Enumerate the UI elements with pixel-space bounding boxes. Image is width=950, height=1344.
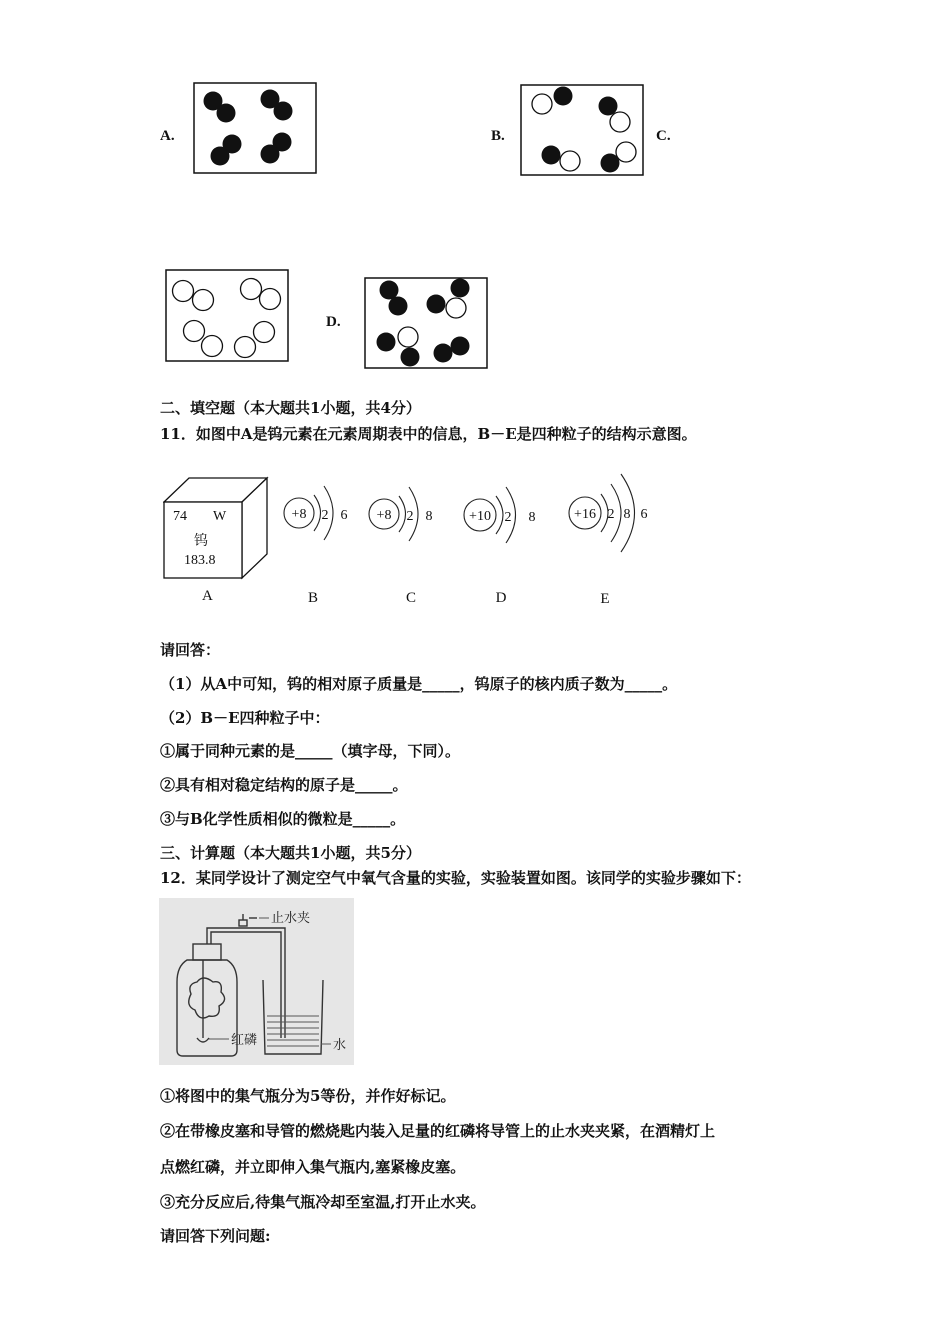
water-label: 水 bbox=[333, 1037, 347, 1052]
particle-d-shell-2: 8 bbox=[528, 510, 536, 525]
particle-b-nucleus: +8 bbox=[291, 507, 307, 522]
option-b-diagram bbox=[520, 84, 645, 177]
sub-question-2: （2）B－E四种粒子中： bbox=[160, 709, 330, 727]
particle-e-shell-3: 6 bbox=[640, 507, 648, 522]
particle-b-shell-2: 6 bbox=[340, 508, 348, 523]
option-d-label: D. bbox=[326, 314, 341, 330]
particle-c-shell-1: 2 bbox=[406, 509, 414, 524]
question-12-stem: 12．某同学设计了测定空气中氧气含量的实验，实验装置如图。该同学的实验步骤如下： bbox=[160, 869, 751, 887]
particle-e-label: E bbox=[600, 591, 610, 607]
particle-diagrams bbox=[278, 462, 668, 612]
option-b-label: B. bbox=[491, 128, 505, 144]
element-card-cube bbox=[163, 476, 269, 580]
particle-c-shell-2: 8 bbox=[425, 509, 433, 524]
option-c-diagram bbox=[165, 269, 290, 363]
option-d-diagram bbox=[364, 277, 489, 370]
section-3-heading: 三、计算题（本大题共1小题，共5分） bbox=[160, 844, 421, 862]
particle-e-shell-1: 2 bbox=[607, 507, 615, 522]
final-prompt: 请回答下列问题: bbox=[160, 1227, 271, 1245]
element-number: 74 bbox=[173, 509, 187, 524]
question-11-stem: 11．如图中A是钨元素在元素周期表中的信息，B－E是四种粒子的结构示意图。 bbox=[160, 425, 697, 443]
particle-d-label: D bbox=[495, 590, 507, 606]
particle-b-shell-1: 2 bbox=[321, 508, 329, 523]
phosphorus-label: 红磷 bbox=[231, 1032, 258, 1047]
particle-b-label: B bbox=[307, 590, 319, 606]
option-a-label: A. bbox=[160, 128, 175, 144]
element-mass: 183.8 bbox=[184, 553, 216, 568]
element-symbol: W bbox=[213, 509, 227, 524]
sub-question-1: （1）从A中可知，钨的相对原子质量是_____，钨原子的核内质子数为_____。 bbox=[160, 675, 678, 693]
particle-d-nucleus: +10 bbox=[469, 509, 491, 524]
sub-question-2-3: ③与B化学性质相似的微粒是_____。 bbox=[160, 810, 406, 828]
element-card-label: A bbox=[202, 588, 213, 604]
element-name: 钨 bbox=[194, 533, 208, 549]
sub-question-2-1: ①属于同种元素的是_____（填字母，下同）。 bbox=[160, 742, 461, 760]
apparatus-diagram bbox=[159, 898, 354, 1065]
step-3: ③充分反应后,待集气瓶冷却至室温,打开止水夹。 bbox=[160, 1193, 486, 1211]
clamp-label: 止水夹 bbox=[271, 910, 311, 925]
option-a-diagram bbox=[193, 82, 318, 175]
section-2-heading: 二、填空题（本大题共1小题，共4分） bbox=[160, 399, 421, 417]
step-1: ①将图中的集气瓶分为5等份，并作好标记。 bbox=[160, 1087, 456, 1105]
particle-d-shell-1: 2 bbox=[504, 510, 512, 525]
particle-c-label: C bbox=[405, 590, 417, 606]
step-2-line-1: ②在带橡皮塞和导管的燃烧匙内装入足量的红磷将导管上的止水夹夹紧，在酒精灯上 bbox=[160, 1122, 716, 1140]
step-2-line-2: 点燃红磷，并立即伸入集气瓶内,塞紧橡皮塞。 bbox=[160, 1158, 466, 1176]
particle-e-shell-2: 8 bbox=[623, 507, 631, 522]
element-card bbox=[163, 476, 269, 580]
sub-question-2-2: ②具有相对稳定结构的原子是_____。 bbox=[160, 776, 408, 794]
particle-c-nucleus: +8 bbox=[376, 508, 392, 523]
particle-e-nucleus: +16 bbox=[574, 507, 596, 522]
option-c-label: C. bbox=[656, 128, 671, 144]
answer-prompt: 请回答： bbox=[160, 641, 221, 659]
